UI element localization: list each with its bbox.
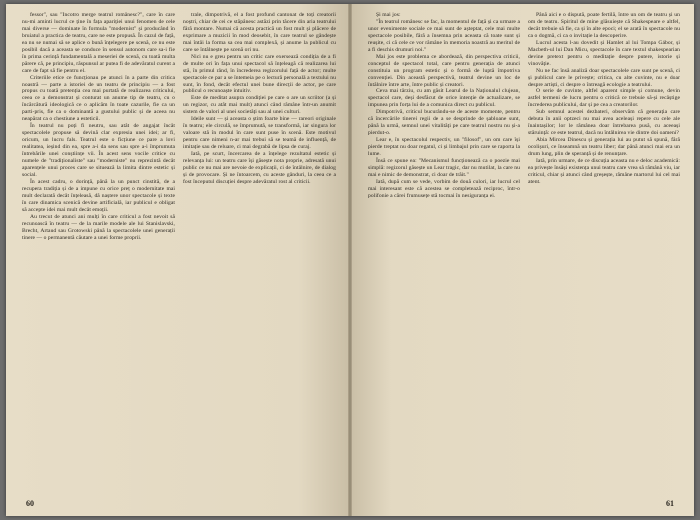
paragraph: Iată, pe scurt, încercarea de a înțelege rezultatul estetic și relevanța lui: un teatru care își găsește nota proprie, adresată unui public ce nu mai are nevoie de explicații, ci de întâlnire, de dialog și de provocare. Și ne întoarcem, cu aceste gânduri, la ceea ce a fost începutul discuției despre adevăratul rost al criticii. [183, 151, 336, 185]
paragraph: Mai jos este problema ce abordează, din perspectiva criticii, conceptul de spectacol total, care pentru generația de atunci constituia un program estetic și o formă de luptă împotriva convenției. Din această perspectivă, teatrul devine un loc de întâlnire între arte, între public și creatori. [368, 53, 520, 88]
paragraph: Este de meditat asupra condiției pe care o are un scriitor (a și un regizor, cu atât mai mult) atunci când rămâne într-un anumit sistem de valori al unei societăți sau al unei culturi. [183, 95, 336, 116]
right-page-column-1 [368, 12, 520, 490]
left-page-column-1 [22, 12, 175, 490]
left-page-columns [22, 12, 336, 490]
page-number: 60 [26, 499, 34, 508]
paragraph: Lucrul acesta l-au dovedit și Hamlet al lui Tompa Gábor, și Macbeth-ul lui Dan Micu, spectacole în care textul shakespearian devine pretext pentru o meditație despre putere, istorie și vinovăție. [528, 39, 680, 67]
left-page [6, 4, 350, 516]
paragraph: Sub semnul acestei dezbateri, observăm că generația care debuta în anii optzeci nu mai avea aceleași repere cu cele ale înaintașilor; lor le rămânea doar întrebarea pusă, cu aceeași stăruință: ce este teatrul, dacă nu întâlnirea vie dintre doi oameni? [528, 109, 680, 137]
paragraph: Abia Mircea Dinescu și generația lui au putut să spună, fără ocolișuri, ce înseamnă un teatru liber; dar până atunci mai era un drum lung, plin de speranță și de renunțare. [528, 137, 680, 158]
paragraph: Dimpotrivă, criticul bucurându-se de aceste momente, pentru că încercările tinerei regii de a se desprinde de șabloane sunt, până la urmă, semnul unei vitalități pe care teatrul nostru nu și-a pierdut-o. [368, 109, 520, 137]
left-page-column-2 [183, 12, 336, 490]
paragraph: Până aici e o dispută, poate fertilă, între un om de teatru și un om de teatru. Spiritul de mine glăsuiește că Shakespeare e altfel, decât trebuie să fie, ca și în alte epoci; el se arată în spectacole nu ca o dogmă, ci ca o invitație la descoperire. [528, 12, 680, 39]
paragraph: trale, dimpotrivă, el a fost profund cantonat de toți creatorii noștri, chiar de cei ce stăpânesc astăzi prin tăcere din aria teatrului fără montare. Numai că acesta practică un fost mult și plăcere de exprimare a muzicii în mod deosebit, în care teatrul se gândește mai întâi la forma sa cea mai complexă, și anume la publicul cu care se întâlnește pe scenă ori nu. [183, 12, 336, 53]
right-page [350, 4, 694, 516]
right-page-column-2 [528, 12, 680, 490]
paragraph: Nici nu e greu pentru un critic care exersează condiția de a fi de multe ori în fața unui spectacol să înțeleagă că realizarea lui stă, în primul rând, în încrederea regizorului față de actor; multe spectacole ce par a se întemeia pe o lecturǎ personalǎ a textului nu sunt, în fond, decât efectul unei bune direcții de actor, pe care publicul o recunoaște intuitiv. [183, 53, 336, 95]
book-gutter [348, 4, 352, 516]
paragraph: fessor", sau "Incotro merge teatrul românesc?", care în care nu-mi aminti lucrul ce ține în fața apariției unui fenomen de cele mai diverse — dominate în formula "modernist" și producând în bruiatul a practica de teatru, care ne este propusă. În cazul de față, ea nu se numai să se aplice o bună înțelegere pe scenă, ce nu este posibil dacă a aceasta se conduce în sensul autonom care sa-i fie în prima cerință fundamentală a meseriei de scenă, cu toată multa părere că, pe principiu, răspunsul ar putea fi de adevăratul curent a care de fapt să fie pentru el. [22, 12, 175, 74]
right-page-columns [368, 12, 680, 490]
paragraph: Au trecut de atunci ani mulți în care criticul a fost nevoit să recunoască în teatru — de la marile modele ale lui Stanislavski, Brecht, Artaud sau Grotowski până la spectacolele unei generații tinere — o permanentă căutare a unei forme proprii. [22, 213, 175, 241]
paragraph: Criteriile etice ce funcționau pe atunci în a parte din critica noastră — parte a istoriei de un teatru de principiu — a fost propus cu toată pretenția cea mai purtată de realizarea criticului, ceea ce a demonstrat și conturat un anume tip de teatru, cu o încărcătură ideologică ce o aplicăm în toate cazurile, fie ca un parti-pris, fie ca o dominantă a gustului public și de aceea nu neapărat ca o chestiune a esteticii. [22, 74, 175, 123]
paragraph: În acest cadru, o dorință, până la un punct cinstită, de a recupera tradiția și de a impune cu orice preț o modernitate mai mult declarată decât înțeleasă, dă naștere unor spectacole și texte în care dinamica scenică devine artificială, iar publicul e obligat să accepte idei mai mult decât emoții. [22, 178, 175, 213]
paragraph: Iată, după cum se vede, vorbim de două culori, iar lucrul cel mai interesant este că acestea se completează reciproc, într-o polifonie a cărei frumusețe stă tocmai în nesiguranța ei. [368, 178, 520, 199]
open-book-spread [6, 4, 694, 516]
paragraph: Și mai jos: [376, 12, 401, 18]
paragraph: "În teatrul românesc se fac, la momentul de față și ca urmare a unor evenimente sociale ce mai sunt de așteptat, cele mai multe spectacole posibile, fără a însemna prin aceasta că toate sunt și reușite, ci că cele ce vor rămâne în memoria noastră au meritul de a fi deschis drumuri noi." [368, 18, 520, 53]
paragraph: În teatrul nu poți fi neutru, sau atât de angajat încât spectacolele propuse să devină clar expresia unei idei; ar fi, oricum, un lucru fals. Teatrul este o ficțiune ce pare a lovi realitatea, ieșind din ea, spre a-i da sens sau spre a-i împrumuta întrebările unei conștiințe vii. În acest sens vocile critice cu numele de "tradiționaliste" sau "moderniste" nu reprezintă decât aparențele unui proces care se situează la limita dintre estetic și social. [22, 123, 175, 178]
paragraph: Ideile sunt — și aceasta o știm foarte bine — rareori originale în teatru; ele circulă, se împrumută, se transformă, iar singura lor valoare stă în modul în care sunt puse în scenă. Este motivul pentru care nimeni n-ar mai trebui să se teamă de influență, de imitație sau de reluare, ci mai degrabă de lipsa de curaj. [183, 116, 336, 151]
paragraph: O serie de cuvinte, altfel aparent simple și comune, devin astfel termeni de lucru pentru o critică ce trebuie să-și recâștige încrederea publicului, dar și pe cea a creatorilor. [528, 88, 680, 109]
paragraph: Ceva mai târziu, cu am găsit Learul de la Naționalul clujean, spectacol care, deși desfăcut de orice intenție de actualizare, se impunea prin forța lui de a comunica direct cu publicul. [368, 88, 520, 109]
paragraph: Nu ne fac însă analiză doar spectacolele care sunt pe scenă, ci și publicul care le privește; critica, cu alte cuvinte, nu e doar despre artiști, ci despre o întreagă ecologie a teatrului. [528, 67, 680, 88]
page-number: 61 [666, 499, 674, 508]
paragraph: Însă ce spune ea: "Mecanismul funcționează ca o poezie mai simplă: regizorul găsește un Lear tragic, dar nu mutilat, la care nu mai e nimic de demonstrat, ci doar de trăit." [368, 158, 520, 178]
paragraph: Iată, prin urmare, de ce discuția aceasta nu e deloc academică: ea privește însăși existența unui teatru care vrea să rămână viu, iar criticul, chiar și atunci când greșește, rămâne martorul lui cel mai atent. [528, 158, 680, 185]
paragraph: Lear e, în spectacolul respectiv, un "filosof", un om care își pierde treptat nu doar regatul, ci și limbajul prin care se raporta la lume. [368, 137, 520, 158]
